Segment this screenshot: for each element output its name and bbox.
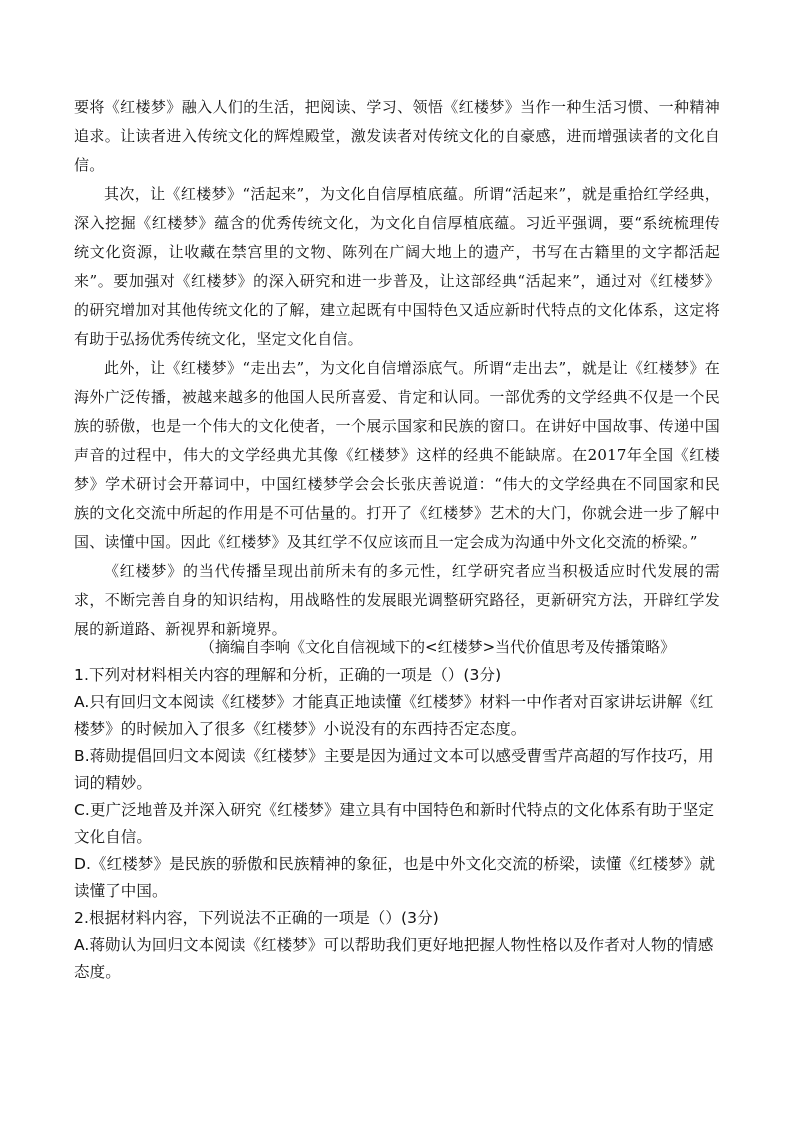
reading-passage (74, 93, 720, 644)
passage-paragraph-4: 《红楼梦》的当代传播呈现出前所未有的多元性，红学研究者应当积极适应时代发展的需求，不断完善自身的知识结构，用战略性的发展眼光调整研究路径，更新研究方法，开辟红学发展的新道路、新视界和新境界。 (74, 562, 720, 638)
question-1-option-d: D.《红楼梦》是民族的骄傲和民族精神的象征，也是中外文化交流的桥梁，读懂《红楼梦》就读懂了中国。 (74, 855, 716, 900)
question-2-option-a: A.蒋勋认为回归文本阅读《红楼梦》可以帮助我们更好地把握人物性格以及作者对人物的情感态度。 (74, 936, 714, 981)
passage-paragraph-2: 其次，让《红楼梦》“活起来”，为文化自信厚植底蕴。所谓“活起来”，就是重拾红学经典，深入挖掘《红楼梦》蕴含的优秀传统文化，为文化自信厚植底蕴。习近平强调，要“系统梳理传统文化资源，让收藏在禁宫里的文物、陈列在广阔大地上的遗产，书写在古籍里的文字都活起来”。要加强对《红楼梦》的深入研究和进一步普及，让这部经典“活起来”，通过对《红楼梦》的研究增加对其他传统文化的了解，建立起既有中国特色又适应新时代特点的文化体系，这定将有助于弘扬优秀传统文化，坚定文化自信。 (74, 185, 720, 348)
question-2-stem: 2.根据材料内容，下列说法不正确的一项是（）(3分) (74, 909, 439, 927)
passage-paragraph-1: 要将《红楼梦》融入人们的生活，把阅读、学习、领悟《红楼梦》当作一种生活习惯、一种精神追求。让读者进入传统文化的辉煌殿堂，激发读者对传统文化的自豪感，进而增强读者的文化自信。 (74, 98, 720, 174)
source-citation: （摘编自李响《文化自信视域下的<红楼梦>当代价值思考及传播策略》 (200, 638, 676, 656)
question-1-option-c: C.更广泛地普及并深入研究《红楼梦》建立具有中国特色和新时代特点的文化体系有助于坚定文化自信。 (74, 801, 714, 846)
question-1-option-a-line-2: 楼梦》的时候加入了很多《红楼梦》小说没有的东西持否定态度。 (74, 720, 527, 738)
question-1-option-b: B.蒋勋提倡回归文本阅读《红楼梦》主要是因为通过文本可以感受曹雪芹高超的写作技巧，用词的精妙。 (74, 747, 714, 792)
passage-paragraph-3: 此外，让《红楼梦》“走出去”，为文化自信增添底气。所谓“走出去”，就是让《红楼梦》在海外广泛传播，被越来越多的他国人民所喜爱、肯定和认同。一部优秀的文学经典不仅是一个民族的骄傲，也是一个伟大的文化使者，一个展示国家和民族的窗口。在讲好中国故事、传递中国声音的过程中，伟大的文学经典尤其像《红楼梦》这样的经典不能缺席。在2017年全国《红楼梦》学术研讨会开幕词中，中国红楼梦学会会长张庆善说道：“伟大的文学经典在不同国家和民族的文化交流中所起的作用是不可估量的。打开了《红楼梦》艺术的大门，你就会进一步了解中国、读懂中国。因此《红楼梦》及其红学不仅应该而且一定会成为沟通中外文化交流的桥梁。” (74, 359, 720, 551)
question-section (74, 662, 720, 986)
question-1-option-a-line-1: A.只有回归文本阅读《红楼梦》才能真正地读懂《红楼梦》材料一中作者对百家讲坛讲解《红 (74, 693, 714, 711)
question-1-stem: 1.下列对材料相关内容的理解和分析，正确的一项是（）(3分) (74, 666, 502, 684)
